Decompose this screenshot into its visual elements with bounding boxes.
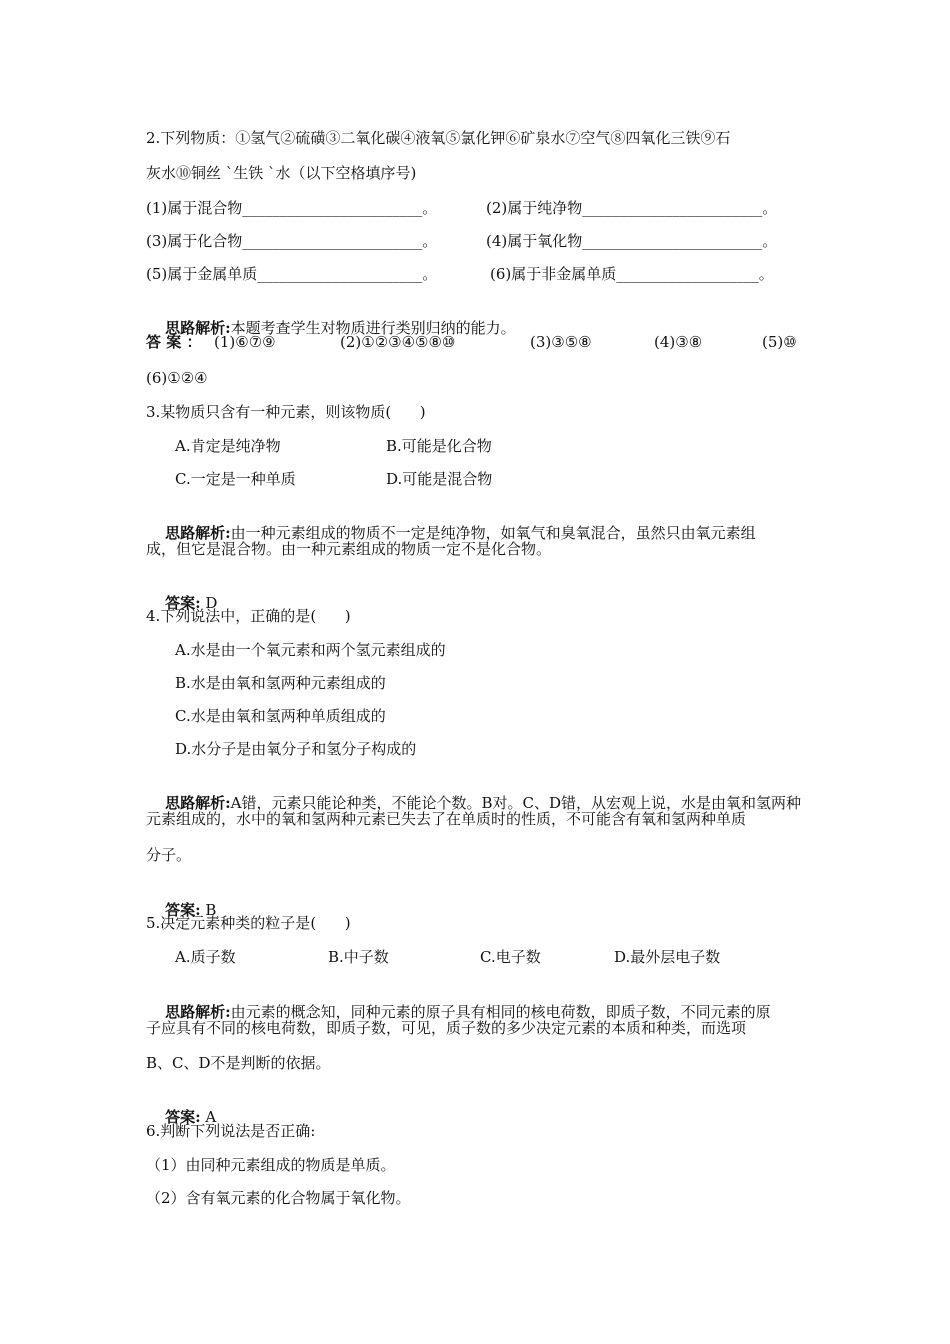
q3-option-a: A.肯定是纯净物 (175, 437, 281, 455)
q2-answer-4: (4)③⑧ (654, 333, 703, 351)
q2-blank-2: (2)属于纯净物________________________。 (486, 199, 778, 217)
q6-item-2: （2）含有氧元素的化合物属于氧化物。 (146, 1189, 411, 1207)
q5-option-c: C.电子数 (480, 948, 541, 966)
q4-analysis-line2: 元素组成的，水中的氧和氢两种元素已失去了在单质时的性质，不可能含有氧和氢两种单质 (146, 810, 747, 828)
q5-analysis-line3: B、C、D不是判断的依据。 (146, 1054, 331, 1072)
answer-label: 答案: (165, 901, 201, 919)
q2-stem-line2: 灰水⑩铜丝 `生铁 `水（以下空格填序号) (146, 164, 417, 182)
analysis-label: 思路解析: (165, 524, 231, 542)
analysis-label: 思路解析: (165, 319, 231, 337)
q3-analysis-line2: 成，但它是混合物。由一种元素组成的物质一定不是化合物。 (146, 540, 552, 558)
q2-answer-2: (2)①②③④⑤⑧⑩ (340, 333, 456, 351)
answer-value: D (200, 594, 218, 612)
analysis-text: A错，元素只能论种类，不能论个数。B对。C、D错，从宏观上说，水是由氧和氢两种 (230, 794, 801, 812)
q4-option-a: A.水是由一个氧元素和两个氢元素组成的 (175, 641, 446, 659)
answer-label: 答案: (165, 1108, 201, 1126)
q2-answer-3: (3)③⑤⑧ (530, 333, 592, 351)
q6-stem: 6.判断下列说法是否正确: (146, 1122, 316, 1140)
q4-analysis-line3: 分子。 (146, 846, 192, 864)
q4-option-b: B.水是由氧和氢两种元素组成的 (175, 674, 386, 692)
q5-option-a: A.质子数 (175, 948, 236, 966)
q3-stem: 3.某物质只含有一种元素，则该物质( ) (146, 403, 426, 421)
answer-label: 答案: (165, 594, 201, 612)
q4-option-d: D.水分子是由氧分子和氢分子构成的 (175, 740, 417, 758)
q3-option-b: B.可能是化合物 (386, 437, 492, 455)
q3-option-d: D.可能是混合物 (386, 470, 493, 488)
answer-value: A (200, 1108, 217, 1126)
analysis-text: 本题考查学生对物质进行类别归纳的能力。 (230, 319, 516, 337)
q5-stem: 5.决定元素种类的粒子是( ) (146, 914, 351, 932)
analysis-text: 由元素的概念知，同种元素的原子具有相同的核电荷数，即质子数，不同元素的原 (230, 1003, 771, 1021)
q2-stem-line1: 2.下列物质：①氢气②硫磺③二氧化碳④液氧⑤氯化钾⑥矿泉水⑦空气⑧四氧化三铁⑨石 (146, 129, 731, 147)
q4-option-c: C.水是由氧和氢两种单质组成的 (175, 707, 386, 725)
analysis-label: 思路解析: (165, 1003, 231, 1021)
q2-blank-3: (3)属于化合物________________________。 (146, 232, 438, 250)
analysis-label: 思路解析: (165, 794, 231, 812)
q5-option-d: D.最外层电子数 (614, 948, 721, 966)
q2-answer-1: (1)⑥⑦⑨ (214, 333, 276, 351)
q6-item-1: （1）由同种元素组成的物质是单质。 (146, 1156, 396, 1174)
q2-blank-4: (4)属于氧化物________________________。 (486, 232, 778, 250)
q2-blank-5: (5)属于金属单质______________________。 (146, 265, 438, 283)
q2-blank-6: (6)属于非金属单质___________________。 (490, 265, 774, 283)
q2-answer-label: 答 案 ： (146, 333, 202, 351)
analysis-text: 由一种元素组成的物质不一定是纯净物，如氧气和臭氧混合，虽然只由氧元素组 (230, 524, 756, 542)
q2-answer-6: (6)①②④ (146, 369, 208, 387)
q2-blank-1: (1)属于混合物________________________。 (146, 199, 438, 217)
q5-analysis-line2: 子应具有不同的核电荷数，即质子数，可见，质子数的多少决定元素的本质和种类，而选项 (146, 1019, 747, 1037)
q2-answer-5: (5)⑩ (762, 333, 797, 351)
answer-value: B (200, 901, 217, 919)
q4-stem: 4.下列说法中，正确的是( ) (146, 607, 351, 625)
q5-option-b: B.中子数 (328, 948, 389, 966)
q3-option-c: C.一定是一种单质 (175, 470, 296, 488)
